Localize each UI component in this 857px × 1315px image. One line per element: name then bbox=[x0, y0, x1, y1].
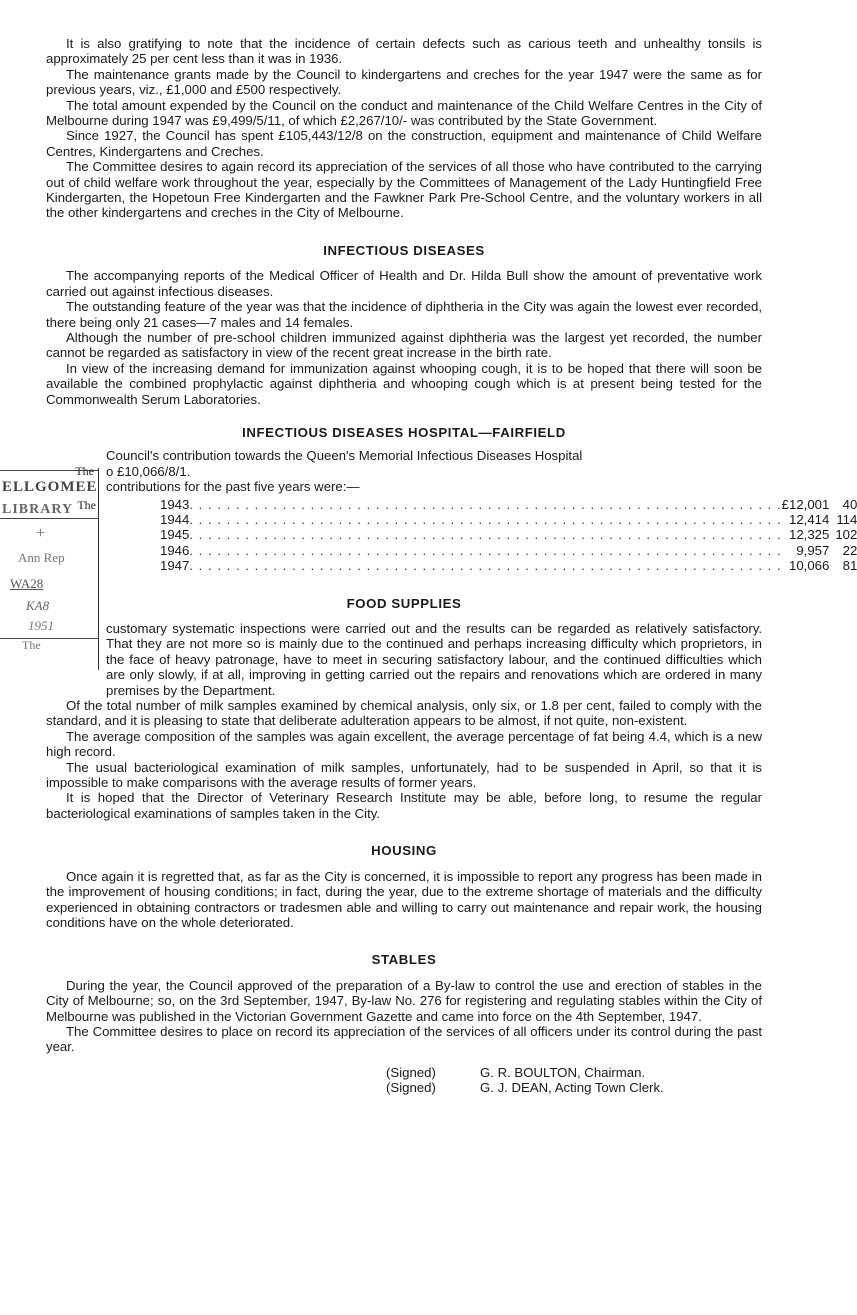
stamp-text: The bbox=[22, 638, 41, 653]
food-supplies-section bbox=[46, 621, 762, 821]
pence-cell: 2 bbox=[850, 527, 857, 543]
food-supplies-heading: FOOD SUPPLIES bbox=[346, 595, 462, 611]
pounds-cell: 10,066 bbox=[789, 558, 830, 574]
stables-section bbox=[46, 978, 762, 1055]
intro-paragraph: The maintenance grants made by the Council to kindergartens and creches for the year 1947 were the same as for previous years, viz., £1,000 and £500 respectively. bbox=[46, 66, 762, 98]
year-cell: 1945 bbox=[160, 527, 190, 543]
shillings-cell: 10 bbox=[835, 527, 851, 543]
leader-dots: . . . . . . . . . . . . . . . . . . . . . . . . . . . . . . . . . . . . . . . . . . . . . . . . . . . . . . . . . . . . . . . . bbox=[189, 496, 782, 512]
stamp-text: + bbox=[36, 525, 46, 543]
leader-dots: . . . . . . . . . . . . . . . . . . . . . . . . . . . . . . . . . . . . . . . . . . . . . . . . . . . . . . . . . . . . . . . . bbox=[189, 511, 782, 527]
table-row bbox=[160, 543, 857, 558]
signed-label: (Signed) bbox=[386, 1080, 436, 1096]
year-cell: 1947 bbox=[160, 558, 190, 574]
shillings-cell: 2 bbox=[842, 542, 851, 558]
pounds-cell: £12,001 bbox=[781, 496, 830, 512]
intro-paragraph: It is also gratifying to note that the incidence of certain defects such as carious teeth and unhealthy tonsils is approximately 25 per cent less than it was in 1936. bbox=[46, 36, 762, 67]
infectious-paragraph: The accompanying reports of the Medical Officer of Health and Dr. Hilda Bull show the amount of preventative work carried out against infectious diseases. bbox=[46, 268, 762, 299]
leader-dots: . . . . . . . . . . . . . . . . . . . . . . . . . . . . . . . . . . . . . . . . . . . . . . . . . . . . . . . . . . . . . . . . bbox=[189, 542, 782, 558]
leader-dots: . . . . . . . . . . . . . . . . . . . . . . . . . . . . . . . . . . . . . . . . . . . . . . . . . . . . . . . . . . . . . . . . bbox=[189, 527, 782, 543]
food-paragraph: Of the total number of milk samples examined by chemical analysis, only six, or 1.8 per cent, failed to comply with the standard, and it is pleasing to state that deliberate adulteration appears to be almost, if not quite, non-existent. bbox=[46, 698, 762, 729]
pounds-cell: 9,957 bbox=[796, 542, 830, 558]
pounds-cell: 12,414 bbox=[789, 511, 830, 527]
signatory-name: G. R. BOULTON, Chairman. bbox=[480, 1064, 646, 1080]
shillings-cell: 11 bbox=[836, 511, 851, 527]
hospital-text: o £10,066/8/1. bbox=[106, 463, 191, 479]
table-row bbox=[160, 497, 857, 512]
food-paragraph: It is hoped that the Director of Veterinary Research Institute may be able, before long, to resume the regular bacteriological examinations of samples taken in the City. bbox=[46, 790, 762, 821]
stables-heading: STABLES bbox=[371, 952, 437, 968]
pence-cell: 4 bbox=[850, 511, 857, 527]
stamp-rule bbox=[0, 638, 98, 639]
stamp-text: Ann Rep bbox=[18, 550, 65, 566]
infectious-paragraph: Although the number of pre-school children immunized against diphtheria was the largest yet recorded, the number cannot be regarded as satisfactory in view of the recent great increase in the birth rate. bbox=[46, 329, 762, 361]
housing-paragraph: Once again it is regretted that, as far as the City is concerned, it is impossible to report any progress has been made in the improvement of housing conditions; in fact, during the year, due to the extreme shortage of materials and the difficulty experienced in obtaining contractors or tradesmen able and willing to carry out maintenance and repair work, the housing conditions have on the whole deteriorated. bbox=[46, 868, 762, 930]
signatory-name: G. J. DEAN, Acting Town Clerk. bbox=[480, 1080, 664, 1096]
signature-block bbox=[386, 1065, 762, 1096]
document-page bbox=[2, 36, 857, 1096]
housing-heading: HOUSING bbox=[371, 843, 437, 859]
intro-section bbox=[46, 36, 762, 221]
table-row bbox=[160, 558, 857, 573]
stamp-text: ELLGOMEE bbox=[2, 479, 98, 496]
stamp-text: WA28 bbox=[10, 576, 44, 592]
intro-paragraph: Since 1927, the Council has spent £105,443/12/8 on the construction, equipment and maintenance of Child Welfare Centres, Kindergartens and Creches. bbox=[46, 128, 762, 159]
table-row bbox=[160, 527, 857, 542]
library-stamp bbox=[0, 464, 99, 670]
stamp-text: The bbox=[77, 498, 96, 513]
pence-cell: 1 bbox=[850, 558, 857, 574]
food-paragraph: The average composition of the samples was again excellent, the average percentage of fat being 4.4, which is a new high record. bbox=[46, 728, 762, 760]
hospital-text: contributions for the past five years were:— bbox=[106, 479, 360, 495]
intro-paragraph: The Committee desires to again record its appreciation of the services of all those who have contributed to the carrying out of child welfare work throughout the year, especially by the Committees of Management of the Lady Huntingfield Free Kindergarten, the Hopetoun Free Kindergarten and the Fawkner Park Pre-School Centre, and the voluntary workers in all the other kindergartens and creches in the City of Melbourne. bbox=[46, 159, 762, 221]
year-cell: 1946 bbox=[160, 542, 190, 558]
leader-dots: . . . . . . . . . . . . . . . . . . . . . . . . . . . . . . . . . . . . . . . . . . . . . . . . . . . . . . . . . . . . . . . . bbox=[189, 558, 782, 574]
year-cell: 1944 bbox=[160, 511, 190, 527]
infectious-paragraph: The outstanding feature of the year was that the incidence of diphtheria in the City was again the lowest ever recorded, there being only 21 cases—7 males and 14 females. bbox=[46, 299, 762, 330]
year-cell: 1943 bbox=[160, 496, 190, 512]
pounds-cell: 12,325 bbox=[789, 527, 830, 543]
stamp-text: LIBRARY bbox=[2, 502, 74, 518]
infectious-diseases-section bbox=[46, 268, 762, 407]
stamp-text: 1951 bbox=[28, 618, 54, 634]
stamp-text: KA8 bbox=[26, 598, 50, 614]
hospital-body bbox=[46, 448, 762, 494]
shillings-cell: 8 bbox=[842, 558, 851, 574]
hospital-heading: INFECTIOUS DISEASES HOSPITAL—FAIRFIELD bbox=[242, 424, 566, 440]
contributions-table bbox=[160, 497, 857, 574]
food-paragraph: The usual bacteriological examination of milk samples, unfortunately, had to be suspended in April, so that it is impossible to make comparisons with the average results of former years. bbox=[46, 759, 762, 791]
pence-cell: 2 bbox=[850, 542, 857, 558]
stamp-text: The bbox=[75, 464, 94, 479]
hospital-text: Council's contribution towards the Queen's Memorial Infectious Diseases Hospital bbox=[106, 448, 583, 464]
stamp-rule bbox=[0, 518, 98, 519]
shillings-cell: 4 bbox=[842, 496, 851, 512]
table-row bbox=[160, 512, 857, 527]
housing-section bbox=[46, 869, 762, 931]
food-paragraph: customary systematic inspections were carried out and the results can be regarded as relatively satisfactory. That they are not more so is mainly due to the continued and perhaps increasing difficulty which proprietors, in the face of heavy patronage, have to meet in securing satisfactory labour, and the continued difficulties which are only slowly, if at all, improving in getting carried out the repairs and renovations which are ordered in many premises by the Department. bbox=[106, 621, 762, 698]
signature-line bbox=[386, 1065, 762, 1080]
intro-paragraph: The total amount expended by the Council on the conduct and maintenance of the Child Welfare Centres in the City of Melbourne during 1947 was £9,499/5/11, of which £2,267/10/- was contributed by the State Government. bbox=[46, 97, 762, 129]
stables-paragraph: The Committee desires to place on record its appreciation of the services of all officers under its control during the past year. bbox=[46, 1023, 762, 1055]
signature-line bbox=[386, 1080, 762, 1095]
pence-cell: 0 bbox=[850, 496, 857, 512]
infectious-paragraph: In view of the increasing demand for immunization against whooping cough, it is to be hoped that there will soon be available the combined prophylactic against diphtheria and whooping cough which is at present being tested for the Commonwealth Serum Laboratories. bbox=[46, 360, 762, 407]
infectious-diseases-heading: INFECTIOUS DISEASES bbox=[323, 242, 485, 258]
signed-label: (Signed) bbox=[386, 1064, 436, 1080]
stables-paragraph: During the year, the Council approved of the preparation of a By-law to control the use and erection of stables in the City of Melbourne; so, on the 3rd September, 1947, By-law No. 276 for registering and regulating stables within the City of Melbourne was published in the Victorian Government Gazette and came into force on the 4th September, 1947. bbox=[46, 977, 762, 1024]
